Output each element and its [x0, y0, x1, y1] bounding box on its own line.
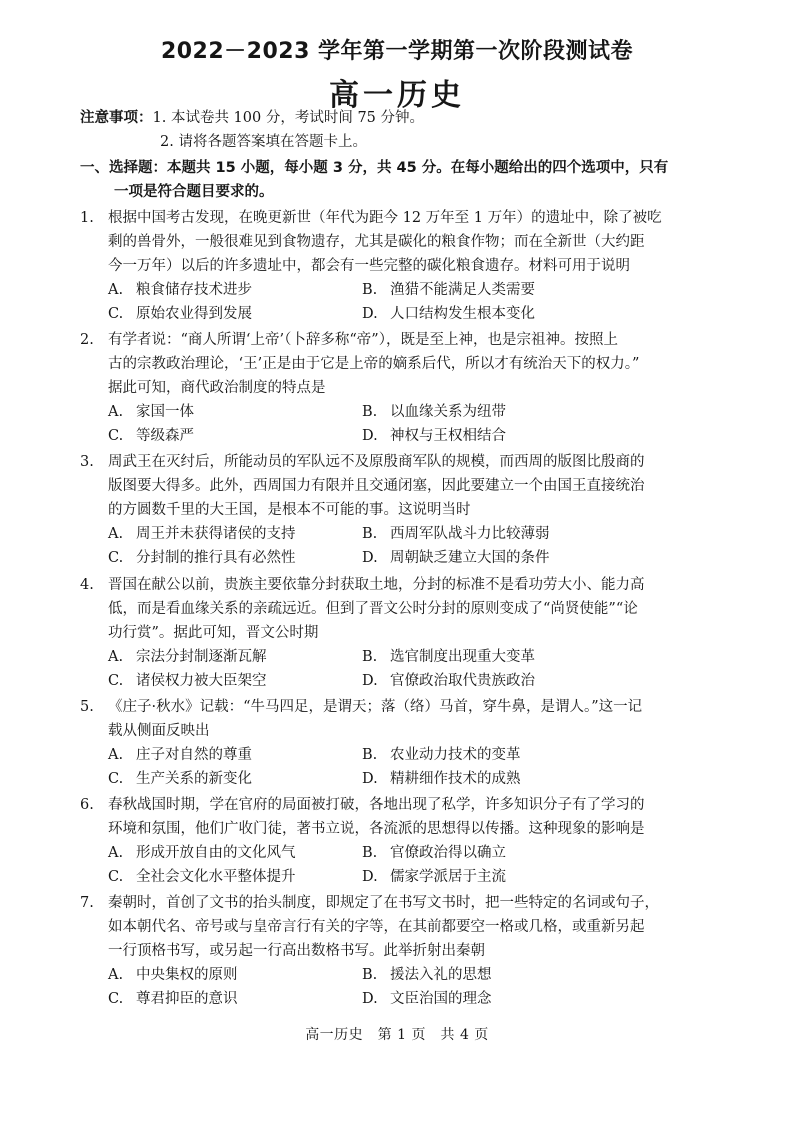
answer-option [108, 400, 194, 424]
question-text: 秦朝时，首创了文书的抬头制度，即规定了在书写文书时，把一些特定的名词或句子， [108, 895, 659, 911]
question-text: 据此可知，商代政治制度的特点是 [108, 380, 326, 396]
answer-option [362, 546, 550, 570]
option-text: 农业动力技术的变革 [390, 747, 521, 763]
question-text: 一行顶格书写，或另起一行高出数格书写。此举折射出秦朝 [108, 943, 485, 959]
option-label: B. [362, 649, 378, 665]
option-label: A. [108, 649, 124, 665]
option-label: A. [108, 526, 124, 542]
option-label: C. [108, 550, 124, 566]
notice-line-2 [160, 132, 367, 152]
option-text: 神权与王权相结合 [390, 428, 506, 444]
option-label: D. [362, 428, 378, 444]
option-text: 周王并未获得诸侯的支持 [136, 526, 296, 542]
question-stem-line [80, 352, 730, 376]
answer-option [108, 645, 267, 669]
question-stem-line [80, 817, 730, 841]
option-text: 官僚政治得以确立 [390, 845, 506, 861]
notice-item: 1. 本试卷共 100 分，考试时间 75 分钟。 [152, 110, 425, 126]
option-list [80, 645, 730, 693]
option-label: C. [108, 673, 124, 689]
question-text: 根据中国考古发现，在晚更新世（年代为距今 12 万年至 1 万年）的遗址中，除了被吃 [108, 210, 662, 226]
option-text: 全社会文化水平整体提升 [136, 869, 296, 885]
page-footer: 高一历史 第 1 页 共 4 页 [305, 1027, 489, 1043]
option-text: 周朝缺乏建立大国的条件 [390, 550, 550, 566]
question-stem-line [80, 573, 730, 597]
option-label: B. [362, 845, 378, 861]
question-stem-line [80, 621, 730, 645]
option-text: 宗法分封制逐渐瓦解 [136, 649, 267, 665]
answer-option [108, 522, 296, 546]
question-number: 3. [80, 454, 94, 470]
option-label: C. [108, 428, 124, 444]
question-text: 低，而是看血缘关系的亲疏远近。但到了晋文公时分封的原则变成了“尚贤使能”“论 [108, 601, 638, 617]
option-label: C. [108, 771, 124, 787]
question-stem [80, 695, 730, 743]
answer-option [108, 302, 252, 326]
option-text: 西周军队战斗力比较薄弱 [390, 526, 550, 542]
subject-title: 高一历史 [329, 78, 465, 113]
option-list [80, 278, 730, 326]
option-label: A. [108, 404, 124, 420]
question [80, 450, 730, 570]
question-stem [80, 450, 730, 522]
option-label: B. [362, 526, 378, 542]
option-row [80, 841, 730, 865]
answer-option [108, 767, 252, 791]
notice-label: 注意事项： [80, 110, 153, 126]
option-list [80, 400, 730, 448]
question-text: 功行赏”。据此可知，晋文公时期 [108, 625, 319, 641]
option-text: 尊君抑臣的意识 [136, 991, 238, 1007]
section-heading-line: 一项是符合题目要求的。 [114, 184, 274, 200]
question-stem-line [80, 498, 730, 522]
question-stem-line [80, 915, 730, 939]
option-row [80, 302, 730, 326]
option-text: 中央集权的原则 [136, 967, 238, 983]
question-stem [80, 793, 730, 841]
answer-option [362, 963, 492, 987]
answer-option [108, 546, 296, 570]
option-text: 官僚政治取代贵族政治 [390, 673, 535, 689]
option-row [80, 400, 730, 424]
question-stem [80, 573, 730, 645]
question-number: 2. [80, 332, 94, 348]
question-stem-line [80, 891, 730, 915]
option-row [80, 669, 730, 693]
option-list [80, 743, 730, 791]
section-heading [80, 156, 730, 204]
option-label: A. [108, 282, 124, 298]
option-text: 家国一体 [136, 404, 194, 420]
option-row [80, 865, 730, 889]
question-text: 的方圆数千里的大王国，是根本不可能的事。这说明当时 [108, 502, 471, 518]
question-text: 环境和氛围，他们广收门徒，著书立说，各流派的思想得以传播。这种现象的影响是 [108, 821, 645, 837]
question-text: 古的宗教政治理论，‘王’正是由于它是上帝的嫡系后代，所以才有统治天下的权力。” [108, 356, 640, 372]
answer-option [108, 278, 252, 302]
question-stem-line [80, 719, 730, 743]
option-label: B. [362, 404, 378, 420]
question-stem [80, 891, 730, 963]
answer-option [362, 278, 535, 302]
question-text: 春秋战国时期，学在官府的局面被打破，各地出现了私学，许多知识分子有了学习的 [108, 797, 645, 813]
option-list [80, 522, 730, 570]
question-text: 有学者说：“商人所谓‘上帝’（卜辞多称“帝”），既是至上神，也是宗祖神。按照上 [108, 332, 618, 348]
question-stem [80, 206, 730, 278]
option-text: 等级森严 [136, 428, 194, 444]
option-list [80, 841, 730, 889]
question-text: 晋国在献公以前，贵族主要依靠分封获取土地，分封的标准不是看功劳大小、能力高 [108, 577, 645, 593]
question [80, 328, 730, 448]
option-label: A. [108, 967, 124, 983]
answer-option [362, 841, 506, 865]
option-text: 援法入礼的思想 [390, 967, 492, 983]
option-label: B. [362, 747, 378, 763]
question-stem [80, 328, 730, 400]
section-heading-line: 一、选择题：本题共 15 小题，每小题 3 分，共 45 分。在每小题给出的四个选项中，只有 [80, 160, 669, 176]
option-text: 形成开放自由的文化风气 [136, 845, 296, 861]
answer-option [362, 400, 506, 424]
option-text: 精耕细作技术的成熟 [390, 771, 521, 787]
option-label: A. [108, 845, 124, 861]
option-row [80, 645, 730, 669]
question [80, 573, 730, 693]
question-stem-line [80, 376, 730, 400]
option-text: 渔猎不能满足人类需要 [390, 282, 535, 298]
answer-option [108, 987, 238, 1011]
option-text: 生产关系的新变化 [136, 771, 252, 787]
option-list [80, 963, 730, 1011]
option-label: D. [362, 991, 378, 1007]
answer-option [108, 841, 296, 865]
answer-option [362, 645, 535, 669]
question-stem-line [80, 474, 730, 498]
option-row [80, 424, 730, 448]
option-label: A. [108, 747, 124, 763]
option-text: 庄子对自然的尊重 [136, 747, 252, 763]
option-row [80, 278, 730, 302]
answer-option [108, 669, 267, 693]
question [80, 206, 730, 326]
question-number: 7. [80, 895, 94, 911]
question [80, 793, 730, 889]
option-row [80, 546, 730, 570]
question-text: 周武王在灭纣后，所能动员的军队远不及原殷商军队的规模，而西周的版图比殷商的 [108, 454, 645, 470]
question [80, 695, 730, 791]
option-label: B. [362, 282, 378, 298]
option-label: C. [108, 306, 124, 322]
option-text: 儒家学派居于主流 [390, 869, 506, 885]
question-text: 版图要大得多。此外，西周国力有限并且交通闭塞，因此要建立一个由国王直接统治 [108, 478, 645, 494]
option-label: D. [362, 550, 378, 566]
option-label: D. [362, 306, 378, 322]
option-row [80, 522, 730, 546]
option-text: 人口结构发生根本变化 [390, 306, 535, 322]
option-text: 选官制度出现重大变革 [390, 649, 535, 665]
question-number: 4. [80, 577, 94, 593]
option-text: 原始农业得到发展 [136, 306, 252, 322]
notice-line-1 [80, 108, 424, 128]
question-stem-line [80, 597, 730, 621]
option-row [80, 767, 730, 791]
exam-title: 2022－2023 学年第一学期第一次阶段测试卷 [160, 39, 634, 64]
answer-option [108, 963, 238, 987]
answer-option [362, 669, 535, 693]
answer-option [362, 767, 521, 791]
option-row [80, 963, 730, 987]
option-label: C. [108, 991, 124, 1007]
question-number: 6. [80, 797, 94, 813]
question-text: 今一万年）以后的许多遗址中，都会有一些完整的碳化粮食遗存。材料可用于说明 [108, 258, 630, 274]
question-text: 《庄子·秋水》记载：“牛马四足，是谓天；落（络）马首，穿牛鼻，是谓人。”这一记 [108, 699, 643, 715]
option-text: 以血缘关系为纽带 [390, 404, 506, 420]
answer-option [362, 865, 506, 889]
question-stem-line [80, 793, 730, 817]
option-label: D. [362, 771, 378, 787]
question-text: 载从侧面反映出 [108, 723, 210, 739]
question-stem-line [80, 230, 730, 254]
option-text: 粮食储存技术进步 [136, 282, 252, 298]
answer-option [108, 865, 296, 889]
answer-option [362, 743, 521, 767]
notice-item: 2. 请将各题答案填在答题卡上。 [160, 134, 367, 150]
option-label: D. [362, 869, 378, 885]
question-stem-line [80, 695, 730, 719]
answer-option [362, 522, 550, 546]
answer-option [362, 424, 506, 448]
option-text: 诸侯权力被大臣架空 [136, 673, 267, 689]
question-stem-line [80, 328, 730, 352]
answer-option [362, 302, 535, 326]
option-row [80, 743, 730, 767]
option-label: D. [362, 673, 378, 689]
question [80, 891, 730, 1011]
question-number: 5. [80, 699, 94, 715]
answer-option [108, 743, 252, 767]
question-stem-line [80, 206, 730, 230]
question-stem-line [80, 450, 730, 474]
question-stem-line [80, 939, 730, 963]
question-text: 剩的兽骨外，一般很难见到食物遗存，尤其是碳化的粮食作物；而在全新世（大约距 [108, 234, 645, 250]
option-label: C. [108, 869, 124, 885]
option-row [80, 987, 730, 1011]
question-stem-line [80, 254, 730, 278]
option-text: 分封制的推行具有必然性 [136, 550, 296, 566]
answer-option [362, 987, 492, 1011]
question-text: 如本朝代名、帝号或与皇帝言行有关的字等，在其前都要空一格或几格，或重新另起 [108, 919, 645, 935]
option-label: B. [362, 967, 378, 983]
question-number: 1. [80, 210, 94, 226]
option-text: 文臣治国的理念 [390, 991, 492, 1007]
answer-option [108, 424, 194, 448]
